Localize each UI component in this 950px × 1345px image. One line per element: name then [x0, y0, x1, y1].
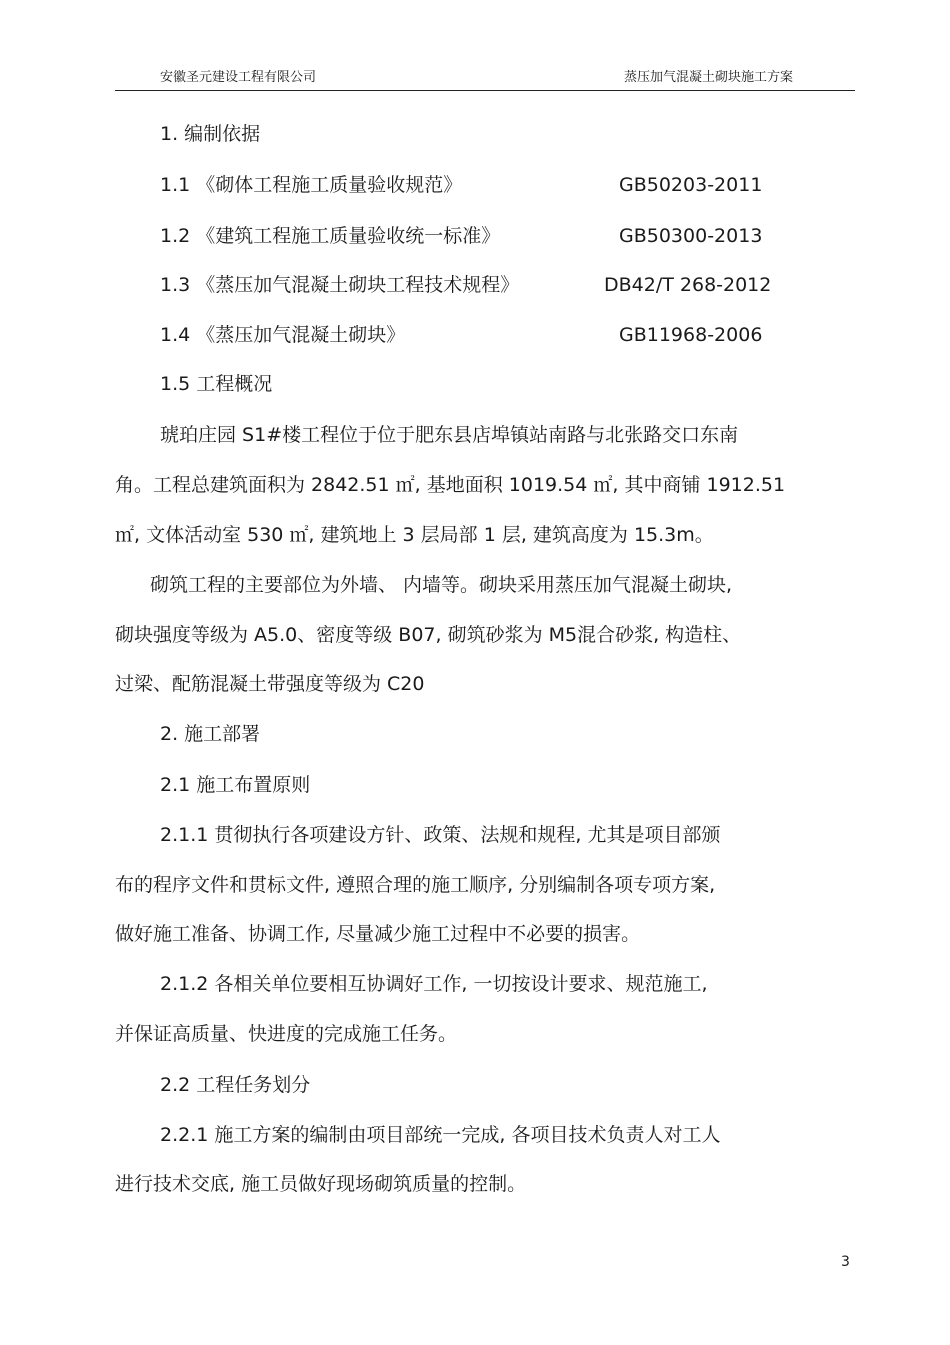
section-1-title: 1. 编制依据 [160, 123, 261, 145]
ref-1-2-code: GB50300-2013 [619, 225, 763, 247]
ref-1-4 [160, 323, 405, 347]
ref-name: 《蒸压加气混凝土砌块》 [196, 324, 406, 346]
ref-1-3 [160, 273, 519, 297]
masonry-line-2: 砌块强度等级为 A5.0、密度等级 B07, 砌筑砂浆为 M5混合砂浆, 构造柱、 [115, 624, 742, 646]
s2-1-1-line-1: 2.1.1 贯彻执行各项建设方针、政策、法规和规程, 尤其是项目部颁 [160, 824, 721, 846]
ref-1-1 [160, 173, 462, 197]
ref-1-2 [160, 224, 500, 248]
ref-number: 1.4 [160, 324, 191, 346]
s2-1-2-line-2: 并保证高质量、快进度的完成施工任务。 [115, 1023, 458, 1045]
s2-1-1-line-2: 布的程序文件和贯标文件, 遵照合理的施工顺序, 分别编制各项专项方案, [115, 874, 716, 896]
section-2-2-title: 2.2 工程任务划分 [160, 1074, 311, 1096]
ref-1-4-code: GB11968-2006 [619, 324, 763, 346]
section-1-5-title: 1.5 工程概况 [160, 373, 273, 395]
header-doc-title: 蒸压加气混凝土砌块施工方案 [624, 70, 794, 85]
overview-line-2: 角。工程总建筑面积为 2842.51 ㎡, 基地面积 1019.54 ㎡, 其中商铺 1912.51 [115, 474, 786, 496]
s2-1-2-line-1: 2.1.2 各相关单位要相互协调好工作, 一切按设计要求、规范施工, [160, 973, 708, 995]
s2-2-1-line-1: 2.2.1 施工方案的编制由项目部统一完成, 各项目技术负责人对工人 [160, 1124, 721, 1146]
overview-line-1: 琥珀庄园 S1#楼工程位于位于肥东县店埠镇站南路与北张路交口东南 [160, 424, 739, 446]
ref-1-1-code: GB50203-2011 [619, 174, 763, 196]
header-divider [115, 90, 855, 91]
ref-name: 《建筑工程施工质量验收统一标准》 [196, 225, 501, 247]
masonry-line-1: 砌筑工程的主要部位为外墙、 内墙等。砌块采用蒸压加气混凝土砌块, [150, 574, 733, 596]
masonry-line-3: 过梁、配筋混凝土带强度等级为 C20 [115, 673, 425, 695]
section-2-1-title: 2.1 施工布置原则 [160, 774, 311, 796]
s2-2-1-line-2: 进行技术交底, 施工员做好现场砌筑质量的控制。 [115, 1173, 527, 1195]
ref-number: 1.2 [160, 225, 191, 247]
ref-name: 《砌体工程施工质量验收规范》 [196, 174, 463, 196]
overview-line-3: ㎡, 文体活动室 530 ㎡, 建筑地上 3 层局部 1 层, 建筑高度为 15.3m。 [115, 524, 714, 546]
ref-1-3-code: DB42/T 268-2012 [604, 274, 772, 296]
s2-1-1-line-3: 做好施工准备、协调工作, 尽量减少施工过程中不必要的损害。 [115, 923, 641, 945]
header-company: 安徽圣元建设工程有限公司 [160, 70, 317, 85]
ref-number: 1.1 [160, 174, 191, 196]
ref-name: 《蒸压加气混凝土砌块工程技术规程》 [196, 274, 520, 296]
page-number: 3 [841, 1254, 850, 1270]
ref-number: 1.3 [160, 274, 191, 296]
section-2-title: 2. 施工部署 [160, 723, 261, 745]
